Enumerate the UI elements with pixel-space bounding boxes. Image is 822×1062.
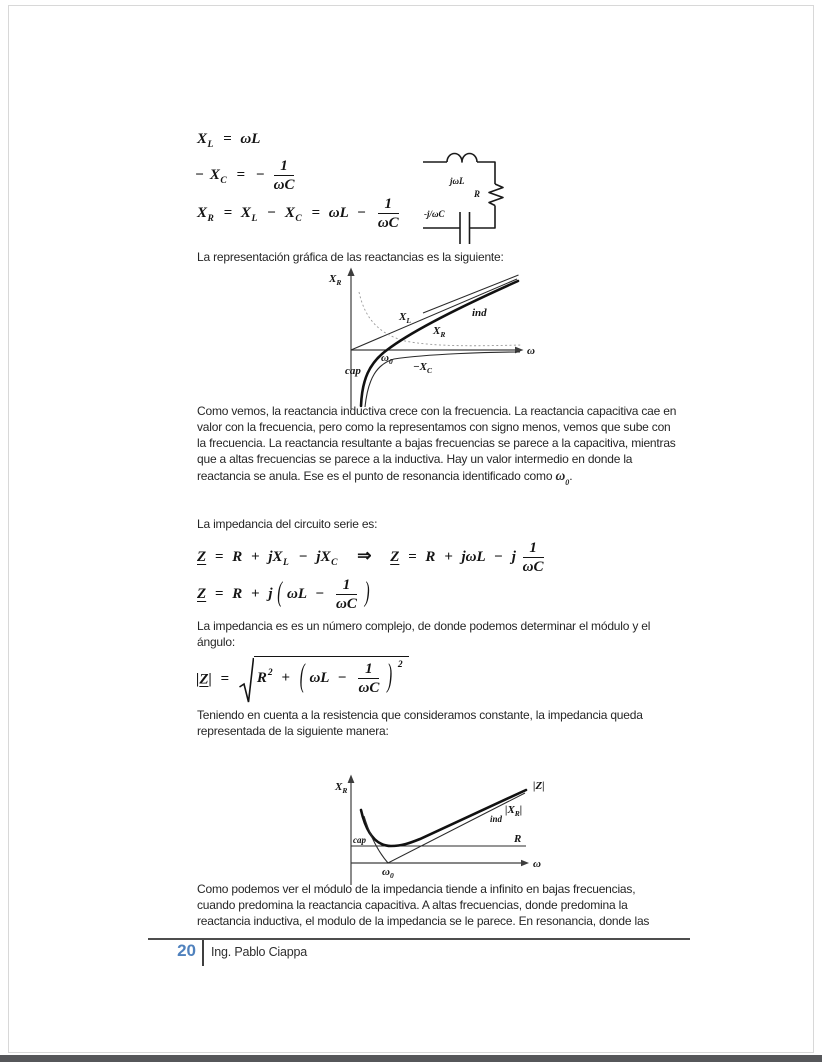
numerator: 1: [378, 196, 399, 214]
subscript-c: C: [295, 214, 302, 225]
y-axis-arrow: [348, 775, 355, 784]
paragraph-line: ángulo:: [197, 634, 235, 649]
bottom-bar: [0, 1055, 822, 1062]
paragraph-line: Como vemos, la reactancia inductiva crece con la frecuencia. La reactancia capacitiva cae en: [197, 404, 677, 418]
curve-xr: [361, 281, 518, 406]
fraction-1-over-wc: [378, 196, 399, 231]
minus-sign: −: [356, 205, 367, 222]
symbol-omega-l: ωL: [328, 205, 349, 222]
symbol-omega-l: ωL: [465, 549, 486, 566]
paragraph-line: que a altas frecuencias se parece a la inductiva. Hay un valor intermedio en donde la: [197, 451, 633, 466]
paragraph-line: reactancia inductiva, el modulo de la impedancia se le parece. En resonancia, donde las: [197, 913, 650, 928]
author-name: Ing. Pablo Ciappa: [211, 945, 307, 959]
minus-xc-curve-label: $-X_C$: [413, 361, 433, 375]
formula-z-module: [196, 656, 409, 704]
paragraph-line: cuando predomina la reactancia capacitiva. A altas frecuencias, donde predomina la: [197, 897, 628, 912]
footer-rule: [148, 938, 690, 940]
subscript-r: R: [207, 214, 214, 225]
fraction-1-over-wc: [523, 540, 544, 575]
close-paren: ): [387, 659, 393, 696]
minus-sign: −: [298, 549, 308, 566]
symbol-x: X: [240, 205, 251, 222]
equals-sign: =: [223, 205, 233, 222]
fraction-1-over-wc: [274, 158, 295, 193]
formula-z-rectangular: [197, 540, 547, 575]
superscript-2: 2: [267, 668, 273, 679]
figure-reactancias: [275, 264, 595, 410]
minus-sign: −: [315, 586, 325, 603]
xr-magnitude-label: $|X_R|$: [505, 804, 523, 818]
paragraph-line-text: reactancia se anula. Ese es el punto de resonancia identificado como: [197, 468, 556, 483]
symbol-z-underlined: Z: [197, 586, 207, 603]
curve-xl: [351, 279, 517, 350]
capacitor-label: -j/ωC: [424, 209, 445, 219]
intro-figure-line: La representación gráfica de las reactancias es la siguiente:: [197, 250, 504, 264]
subscript-l: L: [283, 558, 289, 569]
symbol-x: X: [320, 549, 331, 566]
plus-sign: +: [251, 549, 260, 566]
paragraph-line: valor con la frecuencia, pero como la representamos con signo menos, vemos que sube con: [197, 419, 671, 434]
paragraph-teniendo: [197, 708, 702, 740]
omega0-label: $\omega_0$: [381, 352, 393, 366]
formula-z-compact: [197, 577, 371, 612]
symbol-omega-l: ωL: [309, 670, 329, 687]
numerator: 1: [274, 158, 295, 176]
symbol-r: R: [256, 670, 267, 687]
capacitive-region-label: cap: [353, 835, 366, 845]
numerator: 1: [358, 661, 379, 679]
equals-sign: =: [236, 167, 246, 184]
symbol-j: j: [268, 586, 273, 603]
denominator: ωC: [522, 559, 544, 576]
minus-sign: −: [255, 167, 265, 184]
paragraph-line: representada de la siguiente manera:: [197, 723, 389, 738]
symbol-j: j: [511, 549, 516, 566]
equals-sign: =: [223, 131, 232, 147]
omega-axis-label: ω: [527, 345, 535, 357]
minus-sign: −: [493, 549, 503, 566]
x-axis-arrow: [521, 860, 529, 866]
y-axis-label: $X_R$: [335, 781, 348, 795]
symbol-r: R: [232, 586, 243, 603]
r-line-label: R: [514, 833, 522, 845]
paragraph-line: La impedancia es es un número complejo, de donde podemos determinar el módulo y el: [197, 619, 651, 633]
subscript-c: C: [331, 558, 338, 569]
omega0-label: $\omega_0$: [382, 866, 394, 880]
symbol-x: X: [197, 205, 208, 222]
paragraph-line: Teniendo en cuenta a la resistencia que consideramos constante, la impedancia queda: [197, 708, 643, 722]
paragraph-line: Como podemos ver el módulo de la impedancia tiende a infinito en bajas frecuencias,: [197, 882, 636, 896]
y-axis-arrow: [347, 268, 354, 277]
paragraph-line: la frecuencia. La reactancia resultante a bajas frecuencias se parece a la capacitiva, mientras: [197, 435, 676, 450]
symbol-z-underlined: Z: [199, 671, 209, 688]
numerator: 1: [523, 540, 544, 558]
footer-divider: [202, 940, 204, 966]
denominator: ωC: [336, 596, 357, 613]
paragraph-reactancias: [197, 404, 702, 489]
paragraph-modulo: [197, 882, 702, 930]
formula-xc: [193, 158, 297, 193]
symbol-x: X: [284, 205, 295, 222]
paragraph-line: [197, 468, 702, 490]
formula-xr: [197, 196, 402, 231]
symbol-x: X: [272, 549, 283, 566]
plus-sign: +: [444, 549, 453, 566]
radicand: [254, 656, 409, 704]
symbol-r: R: [425, 549, 436, 566]
figure-impedancia: [320, 762, 590, 888]
paragraph-complejo: [197, 619, 702, 651]
impedancia-serie-line: La impedancia del circuito serie es:: [197, 517, 378, 531]
equals-sign: =: [408, 549, 417, 566]
equals-sign: =: [220, 671, 230, 688]
plus-sign: +: [281, 670, 290, 687]
inductive-region-label: ind: [472, 307, 487, 319]
equals-sign: =: [311, 205, 321, 222]
capacitive-region-label: cap: [345, 365, 361, 377]
symbol-omega-l: ωL: [240, 131, 261, 147]
denominator: ωC: [377, 215, 399, 232]
fraction-1-over-wc: [336, 577, 357, 612]
abs-bar: |: [196, 671, 200, 688]
symbol-x: X: [209, 167, 220, 184]
square-root: [238, 656, 409, 704]
period: .: [569, 468, 573, 483]
open-paren: (: [277, 578, 283, 609]
resistor-symbol: [489, 184, 503, 206]
denominator: ωC: [358, 680, 380, 697]
subscript-l: L: [251, 214, 258, 225]
minus-sign: −: [267, 205, 277, 222]
z-magnitude-label: |Z|: [533, 780, 545, 792]
minus-sign: −: [337, 670, 347, 687]
formula-xl: [197, 131, 260, 150]
curve-xl-double: [423, 275, 519, 313]
xl-curve-label: $X_L$: [399, 311, 411, 325]
numerator: 1: [336, 577, 357, 595]
symbol-z-underlined: Z: [197, 549, 207, 566]
y-axis-label: $X_R$: [329, 273, 342, 287]
symbol-j: j: [316, 549, 321, 566]
circuit-diagram: [420, 140, 540, 252]
equals-sign: =: [214, 549, 224, 566]
inductor-symbol: [447, 154, 477, 163]
minus-sign: −: [195, 167, 205, 184]
abs-bar: |: [208, 671, 212, 688]
xr-curve-label: $X_R$: [433, 325, 446, 339]
symbol-omega-l: ωL: [286, 586, 307, 603]
resistor-label: R: [474, 189, 481, 199]
denominator: ωC: [273, 177, 295, 194]
symbol-z-underlined: Z: [390, 549, 400, 566]
symbol-x: X: [197, 131, 208, 147]
symbol-j: j: [268, 549, 273, 566]
symbol-r: R: [232, 549, 243, 566]
impedancia-serie-text: [197, 517, 597, 533]
inductor-label: jωL: [450, 176, 465, 186]
subscript-l: L: [207, 140, 214, 150]
omega0-inline-symbol: $\omega_0$: [555, 467, 570, 488]
inductive-region-label: ind: [490, 814, 503, 824]
fraction-1-over-wc: [358, 661, 379, 696]
subscript-c: C: [220, 176, 227, 187]
superscript-2: 2: [397, 660, 403, 671]
implies-arrow: ⇒: [357, 546, 372, 566]
open-paren: (: [299, 659, 305, 696]
omega-axis-label: ω: [533, 858, 541, 870]
close-paren: ): [364, 578, 370, 609]
page-number: 20: [177, 941, 196, 960]
equals-sign: =: [214, 586, 224, 603]
wire: [470, 206, 496, 229]
wire: [477, 162, 495, 184]
symbol-j: j: [461, 549, 466, 566]
radical-sign: [238, 656, 254, 704]
plus-sign: +: [251, 586, 260, 603]
